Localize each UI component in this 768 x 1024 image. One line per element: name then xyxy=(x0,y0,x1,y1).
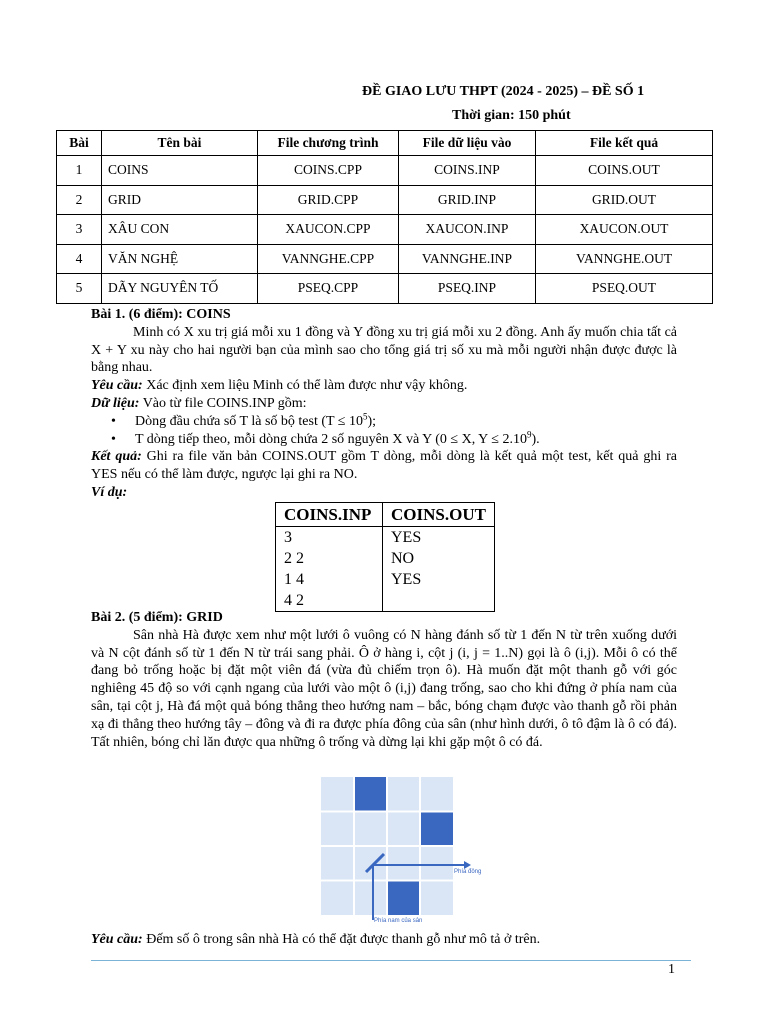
example-table xyxy=(275,502,495,612)
table-row xyxy=(276,569,495,590)
table-cell: PSEQ.CPP xyxy=(258,274,399,304)
table-row xyxy=(57,244,713,274)
example-input-cell: 2 2 xyxy=(276,548,383,569)
col-header-file-du-lieu-vao: File dữ liệu vào xyxy=(399,131,536,156)
arrow-head-icon xyxy=(464,861,471,869)
table-cell: GRID.OUT xyxy=(536,185,713,215)
table-cell: VĂN NGHỆ xyxy=(102,244,258,274)
problem-table xyxy=(56,130,713,304)
list-item: • Dòng đầu chứa số T là số bộ test $(T \le 10^5)$; xyxy=(111,411,377,429)
table-cell: 1 xyxy=(57,156,102,186)
south-label: Phía nam của sân xyxy=(374,918,423,924)
table-cell: GRID.INP xyxy=(399,185,536,215)
example-in-header: COINS.INP xyxy=(276,503,383,527)
bai1-data xyxy=(91,395,677,413)
bai2-req-label: Yêu cầu: xyxy=(91,932,143,947)
table-cell: COINS xyxy=(102,156,258,186)
bai2-req-text: Đếm số ô trong sân nhà Hà có thể đặt được thanh gỗ như mô tả ở trên. xyxy=(142,932,541,947)
page-number: 1 xyxy=(668,962,675,977)
bullet-icon: • xyxy=(111,431,116,447)
example-out-header: COINS.OUT xyxy=(383,503,495,527)
list-item: • T dòng tiếp theo, mỗi dòng chứa 2 số nguyên X và Y (0 ≤ X, $Y \le 2.10^9$). xyxy=(111,428,540,447)
bullet-icon: • xyxy=(111,413,116,429)
bai2-statement: Sân nhà Hà được xem như một lưới ô vuông có N hàng đánh số từ 1 đến N từ trên xuống dưới và N cột đánh số từ 1 đến N từ trái sang phải. Ô ở hàng i, cột j (i, j = 1..N) gọi là ô (i,j). Mỗi ô có thể đang bỏ trống hoặc bị đặt một viên đá (vừa đủ chiếm trọn ô). Hà muốn đặt một thanh gỗ với góc nghiêng 45 độ so với cạnh ngang của lưới vào một ô (i,j) đang trống, sao cho khi đứng ở phía nam của sân, tại cột j, Hà đá một quả bóng thẳng theo hướng nam – bắc, bóng chạm được vào thanh gỗ rồi phản xạ đi thẳng theo hướng tây – đông và đi ra được phía đông của sân (như hình dưới, ô tô đậm là ô có đá). Tất nhiên, bóng chỉ lăn được qua những ô trống và dừng lại khi gặp một ô có đá. xyxy=(91,627,677,750)
exam-title: ĐỀ GIAO LƯU THPT (2024 - 2025) – ĐỀ SỐ 1 xyxy=(362,84,645,99)
table-row xyxy=(57,274,713,304)
bai1-input-list xyxy=(91,413,677,449)
bai1-req-text: Xác định xem liệu Minh có thể làm được như vậy không. xyxy=(142,378,468,394)
bai1-result-text: Ghi ra file văn bản COINS.OUT gồm T dòng, mỗi dòng là kết quả một test, kết quả ghi ra YES nếu có thể làm được, ngược lại ghi ra NO. xyxy=(91,449,677,483)
bai1-result-label: Kết quả: xyxy=(91,449,142,465)
example-input-cell: 1 4 xyxy=(276,569,383,590)
bai1-result xyxy=(91,448,677,484)
grid-figure xyxy=(318,774,490,924)
table-cell: GRID xyxy=(102,185,258,215)
table-cell: COINS.CPP xyxy=(258,156,399,186)
table-cell: 4 xyxy=(57,244,102,274)
bai1-example-label: Ví dụ: xyxy=(91,484,128,500)
bai2-section xyxy=(91,609,677,751)
example-input-cell: 4 2 xyxy=(276,590,383,612)
table-cell: XAUCON.CPP xyxy=(258,215,399,245)
table-row xyxy=(276,527,495,549)
table-cell: PSEQ.OUT xyxy=(536,274,713,304)
bai1-statement: Minh có X xu trị giá mỗi xu 1 đồng và Y đồng xu trị giá mỗi xu 2 đồng. Anh ấy muốn chia tất cả X + Y xu này cho hai người bạn của mình sao cho tổng giá trị số xu mà mỗi người nhận được được là bằng nhau. xyxy=(91,324,677,376)
table-row xyxy=(57,156,713,186)
problem-table-header xyxy=(57,131,713,156)
table-cell: VANNGHE.INP xyxy=(399,244,536,274)
col-header-bai: Bài xyxy=(57,131,102,156)
stone-cell xyxy=(420,812,453,847)
east-label: Phía đông xyxy=(454,869,482,875)
col-header-file-ket-qua: File kết quả xyxy=(536,131,713,156)
table-cell: VANNGHE.OUT xyxy=(536,244,713,274)
example-output-cell: NO xyxy=(383,548,495,569)
bai1-section xyxy=(91,306,677,502)
table-cell: GRID.CPP xyxy=(258,185,399,215)
table-cell: COINS.INP xyxy=(399,156,536,186)
table-cell: XAUCON.OUT xyxy=(536,215,713,245)
bai1-data-label: Dữ liệu: xyxy=(91,395,140,411)
col-header-ten-bai: Tên bài xyxy=(102,131,258,156)
bai2-heading: Bài 2. (5 điểm): GRID xyxy=(91,610,223,625)
col-header-file-chuong-trinh: File chương trình xyxy=(258,131,399,156)
footer-divider xyxy=(91,960,691,961)
table-cell: 3 xyxy=(57,215,102,245)
stone-cell xyxy=(354,777,387,812)
bai2-requirement xyxy=(91,931,677,949)
table-cell: XÂU CON xyxy=(102,215,258,245)
table-cell: 2 xyxy=(57,185,102,215)
table-cell: PSEQ.INP xyxy=(399,274,536,304)
bai1-requirement xyxy=(91,377,677,395)
table-cell: DÃY NGUYÊN TỐ xyxy=(102,274,258,304)
table-row xyxy=(57,215,713,245)
bai1-heading: Bài 1. (6 điểm): COINS xyxy=(91,307,231,322)
bai1-data-text: Vào từ file COINS.INP gồm: xyxy=(139,395,307,411)
table-cell: XAUCON.INP xyxy=(399,215,536,245)
example-output-cell: YES xyxy=(383,569,495,590)
stone-cell xyxy=(387,881,420,916)
example-output-cell: YES xyxy=(383,527,495,549)
table-cell: VANNGHE.CPP xyxy=(258,244,399,274)
bai1-req-label: Yêu cầu: xyxy=(91,378,143,394)
table-cell: 5 xyxy=(57,274,102,304)
table-cell: COINS.OUT xyxy=(536,156,713,186)
table-row xyxy=(276,548,495,569)
example-input-cell: 3 xyxy=(276,527,383,549)
table-row xyxy=(57,185,713,215)
exam-time: Thời gian: 150 phút xyxy=(452,108,571,123)
